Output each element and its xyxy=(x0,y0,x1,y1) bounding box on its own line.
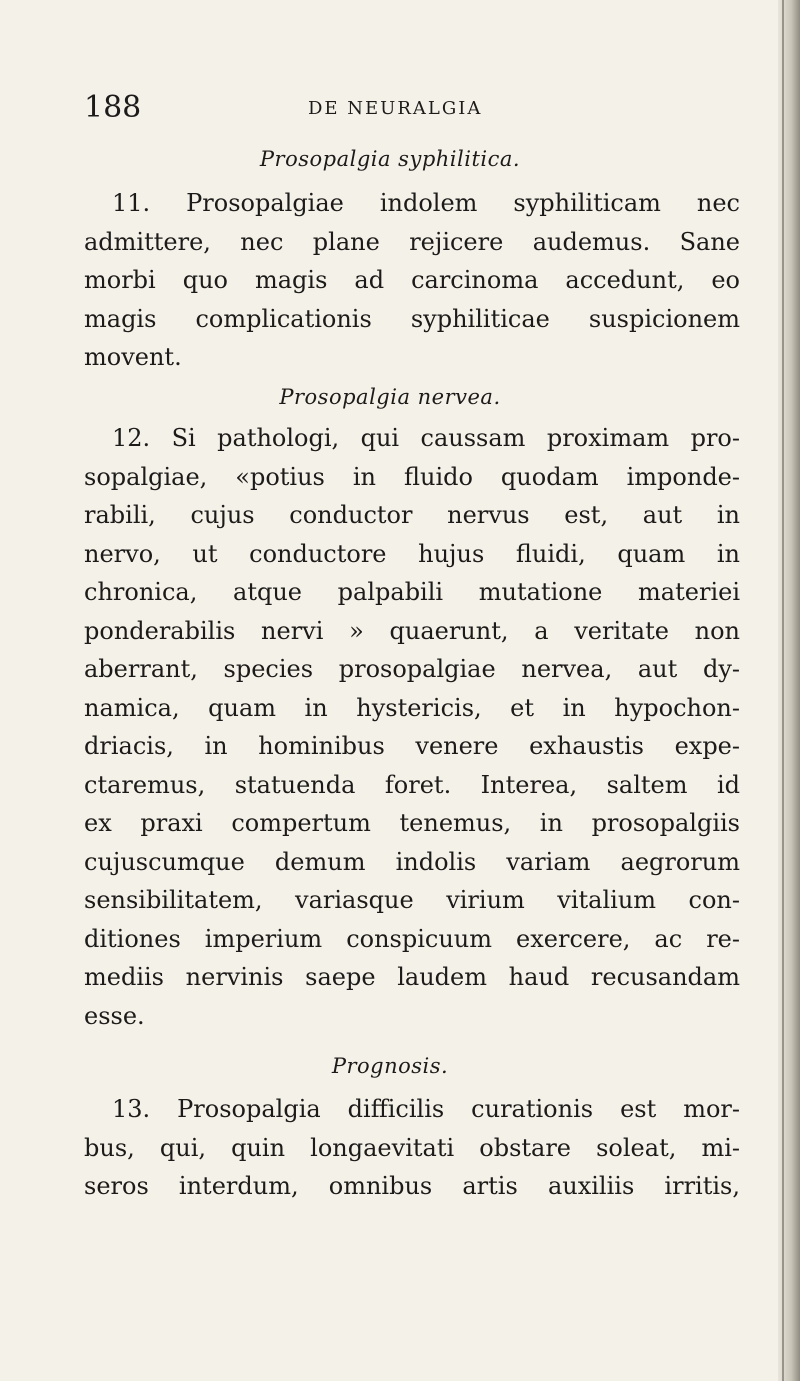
text-line: chronica, atque palpabili mutatione materiei xyxy=(84,578,740,606)
text-line: namica, quam in hystericis, et in hypochon- xyxy=(84,693,740,722)
text-line: driacis, in hominibus venere exhaustis expe- xyxy=(84,732,740,760)
paragraph xyxy=(84,1090,740,1206)
text-line: 12. Si pathologi, qui caussam proximam pro- xyxy=(112,424,740,452)
page-number: 188 xyxy=(84,90,142,125)
text-line: magis complicationis syphiliticae suspicionem xyxy=(84,304,740,333)
text-line: movent. xyxy=(84,343,182,371)
text-line: sopalgiae, «potius in fluido quodam imponde- xyxy=(84,462,740,491)
section-heading: Prosopalgia nervea. xyxy=(279,385,501,409)
paragraph xyxy=(84,184,740,377)
text-line: morbi quo magis ad carcinoma accedunt, eo xyxy=(84,266,740,294)
text-line: ponderabilis nervi » quaerunt, a veritate non xyxy=(84,616,740,645)
text-line: cujuscumque demum indolis variam aegrorum xyxy=(84,847,740,876)
section-heading: Prosopalgia syphilitica. xyxy=(259,147,521,171)
paragraph xyxy=(84,419,740,1035)
binding-line xyxy=(782,0,784,1381)
text-line: rabili, cujus conductor nervus est, aut in xyxy=(84,501,740,529)
text-line: mediis nervinis saepe laudem haud recusandam xyxy=(84,963,740,991)
text-line: seros interdum, omnibus artis auxiliis irritis, xyxy=(84,1172,740,1200)
text-line: bus, qui, quin longaevitati obstare soleat, mi- xyxy=(84,1133,740,1162)
text-line: ditiones imperium conspicuum exercere, ac re- xyxy=(84,924,740,953)
text-line: nervo, ut conductore hujus fluidi, quam in xyxy=(84,539,740,568)
text-line: 13. Prosopalgia difficilis curationis est mor- xyxy=(112,1095,740,1123)
text-line: esse. xyxy=(84,1001,145,1030)
running-head: DE NEURALGIA xyxy=(308,98,483,119)
text-line: aberrant, species prosopalgiae nervea, aut dy- xyxy=(84,655,740,683)
text-line: sensibilitatem, variasque virium vitalium con- xyxy=(84,886,740,914)
text-line: ex praxi compertum tenemus, in prosopalgiis xyxy=(84,809,740,837)
section-heading: Prognosis. xyxy=(331,1054,449,1078)
text-line: ctaremus, statuenda foret. Interea, saltem id xyxy=(84,770,740,799)
text-line: admittere, nec plane rejicere audemus. Sane xyxy=(84,227,740,256)
text-line: 11. Prosopalgiae indolem syphiliticam nec xyxy=(112,189,740,217)
page-header xyxy=(0,88,780,128)
